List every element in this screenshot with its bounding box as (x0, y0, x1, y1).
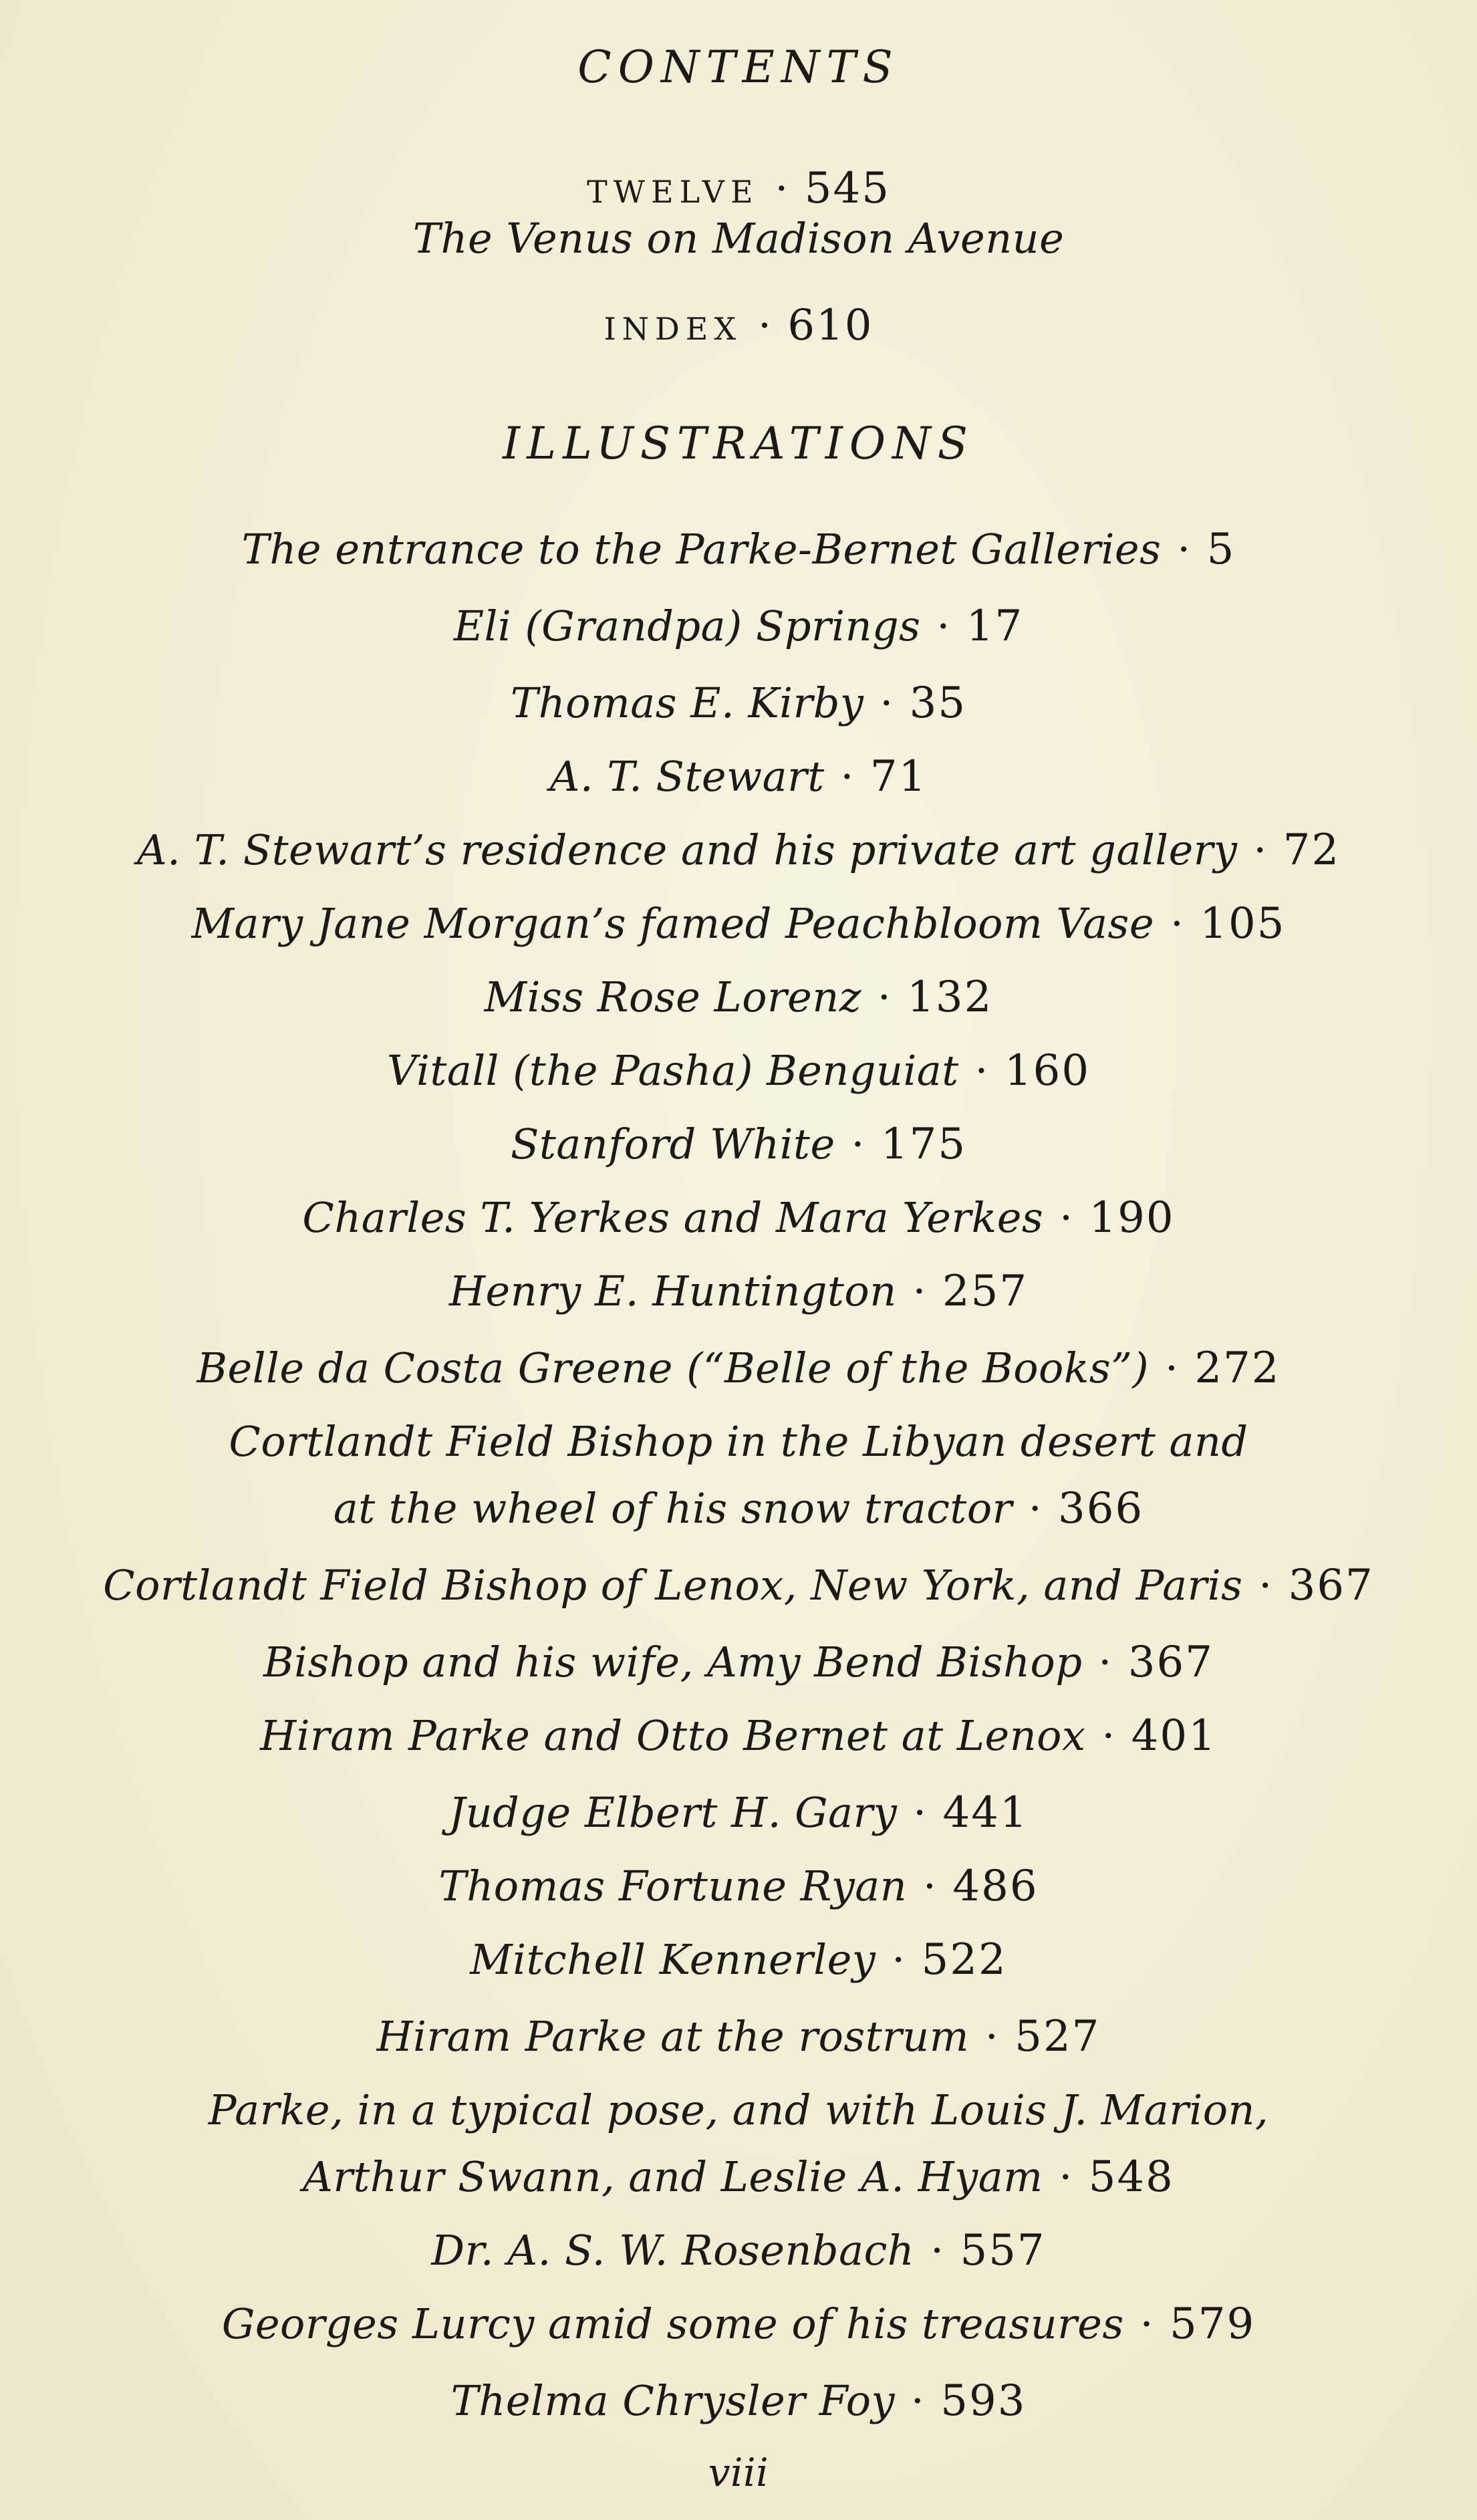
leader-dot: · (1101, 1711, 1115, 1760)
leader-dot: · (911, 2376, 925, 2425)
leader-dot: · (1028, 1484, 1043, 1533)
illustration-title: Hiram Parke at the rostrum (376, 2012, 969, 2061)
chapter-page-number: 545 (804, 164, 890, 213)
illustration-title: Hiram Parke and Otto Bernet at Lenox (260, 1711, 1086, 1760)
illustration-entry-line (0, 899, 1477, 949)
illustration-title: Eli (Grandpa) Springs (453, 602, 921, 650)
illustration-entry-line (0, 2152, 1477, 2202)
illustration-page-number: 548 (1088, 2152, 1174, 2202)
illustration-page-number: 367 (1127, 1638, 1214, 1687)
illustration-entry-line (0, 525, 1477, 574)
illustration-entry-line (0, 1788, 1477, 1838)
illustration-page-number: 366 (1058, 1484, 1144, 1533)
index-label: INDEX (603, 311, 743, 347)
illustration-title: Thelma Chrysler Foy (450, 2376, 896, 2425)
illustration-title: Belle da Costa Greene (“Belle of the Books”) (196, 1344, 1150, 1392)
leader-dot: · (1170, 899, 1184, 948)
illustration-title: Arthur Swann, and Leslie A. Hyam (303, 2152, 1043, 2201)
illustration-entry-line (0, 1344, 1477, 1393)
contents-heading: CONTENTS (577, 41, 900, 93)
illustration-title: Thomas E. Kirby (510, 678, 864, 727)
illustration-title: Mitchell Kennerley (470, 1935, 876, 1984)
illustration-page-number: 486 (952, 1862, 1039, 1911)
index-entry (0, 301, 1477, 350)
illustration-title: at the wheel of his snow tractor (333, 1484, 1013, 1533)
illustration-entry-line (0, 2226, 1477, 2275)
illustration-entry-line (0, 973, 1477, 1022)
illustration-page-number: 175 (880, 1120, 967, 1169)
illustration-title: Parke, in a typical pose, and with Louis J. Marion, (208, 2086, 1269, 2134)
illustration-title: Cortlandt Field Bishop of Lenox, New York, and Paris (103, 1561, 1243, 1610)
illustration-title: Bishop and his wife, Amy Bend Bishop (263, 1638, 1083, 1686)
illustration-entry-line (0, 1935, 1477, 1985)
illustration-page-number: 105 (1200, 899, 1286, 949)
illustration-page-number: 257 (942, 1267, 1029, 1316)
illustration-title: Dr. A. S. W. Rosenbach (431, 2226, 915, 2275)
illustration-page-number: 401 (1131, 1711, 1217, 1761)
illustration-entry-line (0, 1417, 1477, 1466)
leader-dot: · (923, 1862, 937, 1910)
illustration-title: Henry E. Huntington (448, 1267, 897, 1315)
leader-dot: · (985, 2012, 999, 2061)
illustration-title: Cortlandt Field Bishop in the Libyan desert and (229, 1417, 1248, 1466)
illustration-entry-line (0, 1638, 1477, 1687)
illustration-title: Miss Rose Lorenz (484, 973, 861, 1021)
leader-dot: · (1177, 525, 1191, 574)
leader-dot: · (880, 678, 894, 727)
leader-dot: · (913, 1788, 927, 1837)
leader-dot: · (1165, 1344, 1179, 1392)
leader-dot: · (758, 301, 772, 350)
illustration-title: Vitall (the Pasha) Benguiat (386, 1046, 959, 1095)
illustration-entry-line (0, 602, 1477, 651)
illustration-page-number: 441 (942, 1788, 1029, 1838)
leader-dot: · (1253, 826, 1267, 874)
illustration-page-number: 17 (966, 602, 1024, 651)
index-page-number: 610 (787, 301, 874, 350)
illustration-entry-line (0, 1561, 1477, 1610)
leader-dot: · (840, 752, 854, 801)
illustration-entry-line (0, 826, 1477, 875)
chapter-label: TWELVE (587, 174, 759, 210)
leader-dot: · (912, 1267, 926, 1315)
illustration-title: Charles T. Yerkes and Mara Yerkes (302, 1193, 1044, 1242)
illustration-title: A. T. Stewart (549, 752, 825, 801)
leader-dot: · (1139, 2299, 1154, 2348)
illustration-page-number: 579 (1170, 2299, 1256, 2349)
illustration-title: Judge Elbert H. Gary (448, 1788, 898, 1837)
leader-dot: · (1059, 1193, 1073, 1242)
illustration-entry-line (0, 1193, 1477, 1243)
illustration-page-number: 190 (1089, 1193, 1175, 1243)
illustration-page-number: 160 (1004, 1046, 1091, 1096)
illustration-page-number: 71 (869, 752, 928, 801)
illustration-page-number: 557 (960, 2226, 1046, 2275)
leader-dot: · (930, 2226, 944, 2275)
illustration-title: Mary Jane Morgan’s famed Peachbloom Vase (191, 899, 1155, 948)
leader-dot: · (892, 1935, 906, 1984)
leader-dot: · (1059, 2152, 1073, 2201)
illustration-title: The entrance to the Parke-Bernet Galleries (241, 525, 1162, 574)
illustration-entry-line (0, 2012, 1477, 2061)
leader-dot: · (1098, 1638, 1112, 1686)
illustration-title: Thomas Fortune Ryan (438, 1862, 908, 1910)
illustration-entry-line (0, 2376, 1477, 2426)
illustration-entry-line (0, 2086, 1477, 2134)
illustration-title: Stanford White (510, 1120, 835, 1168)
illustration-page-number: 72 (1283, 826, 1341, 875)
illustrations-heading: ILLUSTRATIONS (503, 418, 974, 469)
illustration-page-number: 132 (907, 973, 993, 1022)
leader-dot: · (936, 602, 950, 650)
leader-dot: · (877, 973, 892, 1021)
illustration-title: Georges Lurcy amid some of his treasures (221, 2299, 1124, 2348)
illustration-page-number: 527 (1015, 2012, 1101, 2061)
illustration-page-number: 522 (921, 1935, 1007, 1985)
illustration-page-number: 35 (909, 678, 967, 728)
illustration-entry-line (0, 1267, 1477, 1316)
illustration-entry-line (0, 1120, 1477, 1169)
illustration-title: A. T. Stewart’s residence and his private art gallery (136, 826, 1238, 874)
leader-dot: · (851, 1120, 865, 1168)
illustration-page-number: 272 (1194, 1344, 1281, 1393)
leader-dot: · (974, 1046, 988, 1095)
illustration-entry-line (0, 1484, 1477, 1533)
illustration-page-number: 593 (940, 2376, 1027, 2426)
leader-dot: · (1258, 1561, 1272, 1610)
chapter-twelve-entry (0, 164, 1477, 213)
illustration-entry-line (0, 1711, 1477, 1761)
leader-dot: · (775, 164, 789, 213)
illustration-entry-line (0, 1046, 1477, 1096)
illustration-entry-line (0, 2299, 1477, 2349)
illustration-entry-line (0, 1862, 1477, 1911)
illustration-entry-line (0, 752, 1477, 801)
illustration-entry-line (0, 678, 1477, 728)
chapter-title: The Venus on Madison Avenue (412, 214, 1065, 263)
page-folio: viii (708, 2450, 769, 2495)
illustration-page-number: 5 (1206, 525, 1236, 574)
illustration-page-number: 367 (1288, 1561, 1374, 1610)
